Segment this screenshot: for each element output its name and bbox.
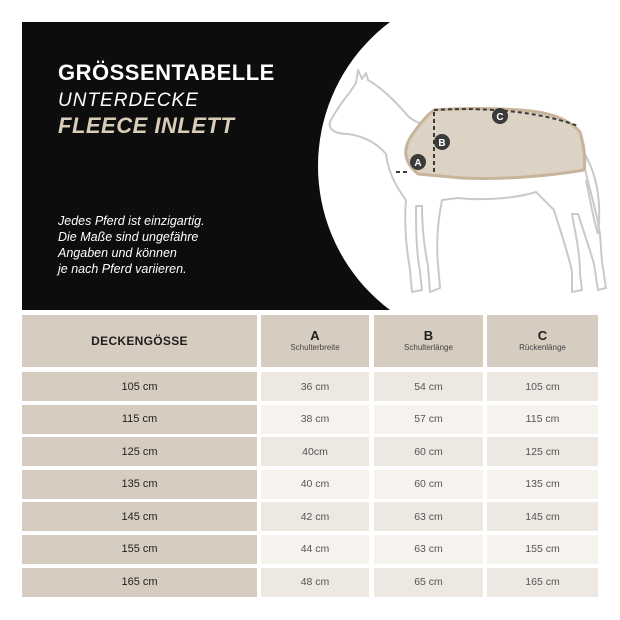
size-column-header-label: DECKENGÖSSE (91, 334, 188, 348)
column-letter: B (423, 328, 434, 343)
marker-b-label: B (438, 138, 446, 149)
table-row (22, 535, 598, 568)
table-row (22, 405, 598, 438)
a-cell: 42 cm (261, 502, 369, 531)
b-cell: 60 cm (374, 470, 483, 499)
table-header-row (22, 315, 598, 372)
column-label: Schulterbreite (290, 343, 340, 352)
c-cell: 115 cm (487, 405, 598, 434)
horse-outline (330, 70, 606, 292)
note-line: Jedes Pferd ist einzigartig. (58, 214, 205, 228)
table-row (22, 568, 598, 601)
size-cell: 165 cm (22, 568, 257, 597)
marker-b (434, 134, 450, 150)
table-row (22, 372, 598, 405)
a-cell: 44 cm (261, 535, 369, 564)
c-cell: 125 cm (487, 437, 598, 466)
column-header-c (487, 315, 598, 367)
column-label: Rückenlänge (519, 343, 566, 352)
column-letter: A (310, 328, 320, 343)
size-cell: 155 cm (22, 535, 257, 564)
marker-a-label: A (414, 158, 422, 169)
a-cell: 38 cm (261, 405, 369, 434)
c-cell: 135 cm (487, 470, 598, 499)
b-cell: 63 cm (374, 502, 483, 531)
marker-c (492, 108, 508, 124)
column-header-a (261, 315, 369, 367)
size-cell: 105 cm (22, 372, 257, 401)
size-cell: 135 cm (22, 470, 257, 499)
a-cell: 40cm (261, 437, 369, 466)
note-line: Die Maße sind ungefähre (58, 230, 199, 244)
product-name: FLEECE INLETT (58, 113, 235, 138)
a-cell: 48 cm (261, 568, 369, 597)
column-label: Schulterlänge (404, 343, 453, 352)
column-header-b (374, 315, 483, 367)
table-row (22, 502, 598, 535)
horse-measurement-diagram (310, 50, 610, 305)
table-body (22, 372, 598, 600)
b-cell: 57 cm (374, 405, 483, 434)
c-cell: 145 cm (487, 502, 598, 531)
c-cell: 105 cm (487, 372, 598, 401)
product-subtitle: UNTERDECKE (58, 90, 199, 111)
size-column-header (22, 315, 257, 367)
b-cell: 65 cm (374, 568, 483, 597)
a-cell: 40 cm (261, 470, 369, 499)
note-line: Angaben und können (58, 246, 177, 260)
column-letter: C (537, 328, 548, 343)
size-cell: 145 cm (22, 502, 257, 531)
disclaimer-note (58, 213, 258, 277)
b-cell: 54 cm (374, 372, 483, 401)
a-cell: 36 cm (261, 372, 369, 401)
size-table (22, 315, 598, 600)
size-cell: 125 cm (22, 437, 257, 466)
table-row (22, 470, 598, 503)
c-cell: 165 cm (487, 568, 598, 597)
b-cell: 60 cm (374, 437, 483, 466)
size-cell: 115 cm (22, 405, 257, 434)
marker-c-label: C (496, 112, 504, 123)
c-cell: 155 cm (487, 535, 598, 564)
note-line: je nach Pferd variieren. (58, 262, 187, 276)
table-row (22, 437, 598, 470)
b-cell: 63 cm (374, 535, 483, 564)
page-title: GRÖSSENTABELLE (58, 60, 275, 85)
marker-a (410, 154, 426, 170)
